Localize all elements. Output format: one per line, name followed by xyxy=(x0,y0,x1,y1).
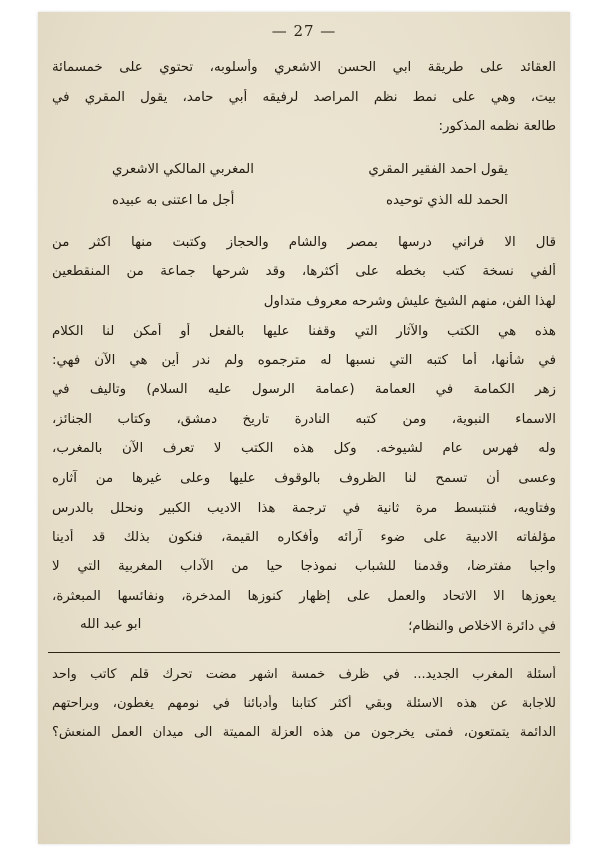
author-signature: ابو عبد الله xyxy=(80,617,142,632)
body-line: في شأنها، أما كتبه التي نسبها له مترجموه ولم ندر أين هي الآن فهي: xyxy=(52,353,556,368)
body-line: ألفي نسخة كتب بخطه على أكثرها، وقد شرحها جماعة من المنقطعين xyxy=(52,264,556,279)
body-line: وفتاويه، فنتبسط مرة ثانية في ترجمة هذا الاديب الكبير ونحلل بالدرس xyxy=(52,501,556,516)
footnote-line: أسئلة المغرب الجديد... في ظرف خمسة اشهر مضت تحرك قلم كاتب واحد xyxy=(52,667,556,682)
body-line: طالعة نظمه المذكور: xyxy=(438,119,556,134)
footnote-line: الدائمة يتمتعون، فمتى يخرجون من هذه العزلة المميتة الى ميدان العمل المنعش؟ xyxy=(52,725,556,740)
body-line: بيت، وهي على نمط نظم المراصد لرفيقه أبي حامد، يقول المقري في xyxy=(52,90,556,105)
body-line: لهذا الفن، منهم الشيخ عليش وشرحه معروف متداول xyxy=(263,294,556,309)
body-line: الاسماء النبوية، ومن كتبه النادرة تاريخ دمشق، وكتاب الجنائز، xyxy=(52,412,556,427)
page-number: — 27 — xyxy=(271,22,337,40)
verse-2-second-hemistich: أجل ما اعتنى به عبيده xyxy=(112,193,235,208)
body-line: وله فهرس عام لشيوخه. وكل هذه الكتب لا تعرف الآن بالمغرب، xyxy=(52,441,556,456)
body-line: وعسى أن تسمح لنا الظروف بالوقوف عليها وعلى غيرها من آثاره xyxy=(52,471,556,486)
verse-2-first-hemistich: الحمد لله الذي توحيده xyxy=(386,193,508,208)
body-line: واجبا مفترضا، وقدمنا للشباب نموذجا حيا من الآداب المغربية التي لا xyxy=(52,559,556,574)
footnote-line: للاجابة عن هذه الاسئلة وبقي أكثر كتابنا وأدبائنا في نومهم يغطون، وبراحتهم xyxy=(52,696,556,711)
body-line: مؤلفاته الادبية على ضوء آرائه وأفكاره القيمة، فنكون بذلك قد أدينا xyxy=(52,530,556,545)
body-line: في دائرة الاخلاص والنظام؛ xyxy=(408,619,556,634)
body-line: العقائد على طريقة ابي الحسن الاشعري وأسلوبه، تحتوي على خمسمائة xyxy=(52,60,556,75)
scanned-page xyxy=(38,12,570,844)
body-line: قال الا فراني درسها بمصر والشام والحجاز وكتبت منها اكثر من xyxy=(52,235,556,250)
body-line: يعوزها الا الاتحاد والعمل على إظهار كنوزها المدخرة، ونفائسها المبعثرة، xyxy=(52,589,556,604)
body-line: زهر الكمامة في العمامة (عمامة الرسول عليه السلام) وتاليف في xyxy=(52,382,556,397)
footnote-divider xyxy=(48,652,560,653)
verse-1-first-hemistich: يقول احمد الفقير المقري xyxy=(368,162,508,177)
body-line: هذه هي الكتب والآثار التي وقفنا عليها بالفعل أو أمكن لنا الكلام xyxy=(52,324,556,339)
verse-1-second-hemistich: المغربي المالكي الاشعري xyxy=(112,162,254,177)
